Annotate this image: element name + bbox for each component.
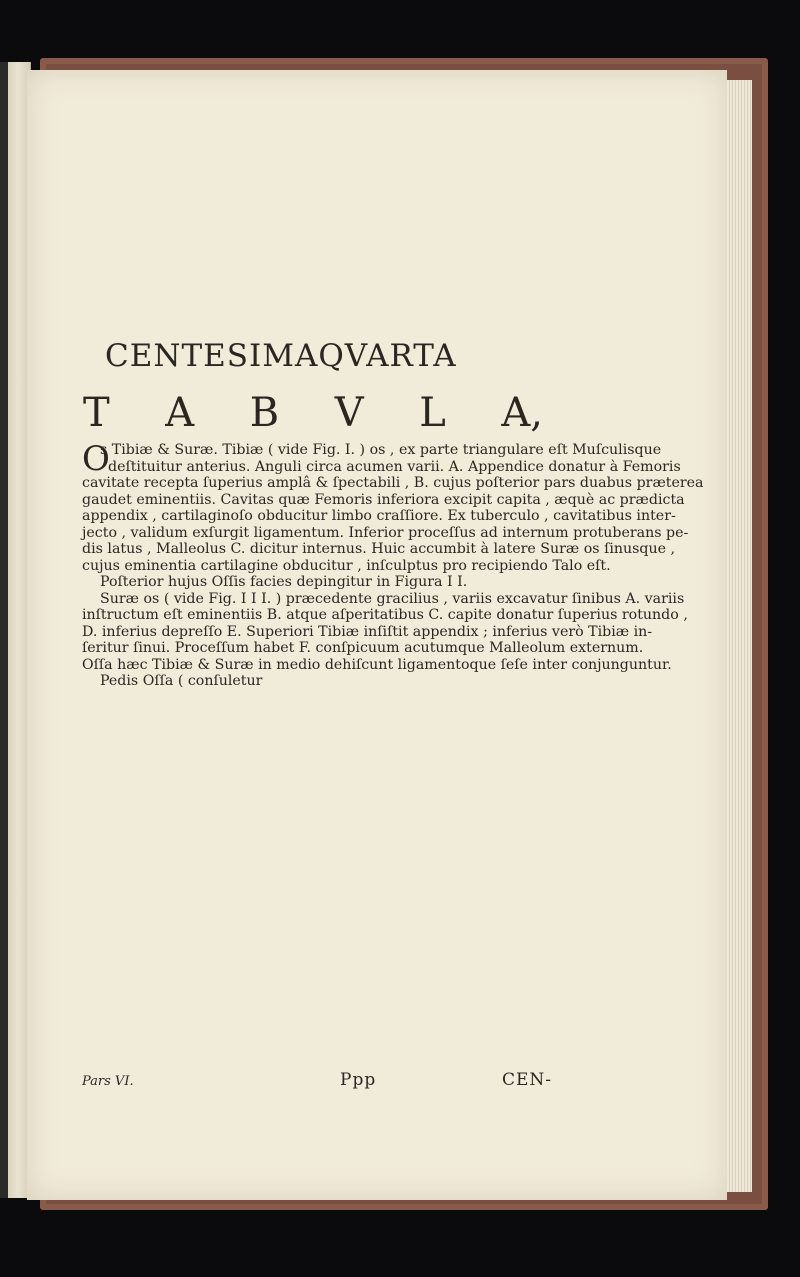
tabula-letter: B xyxy=(249,390,280,436)
tabula-letter: T xyxy=(83,390,110,436)
page-title: CENTESIMAQVARTA xyxy=(105,338,457,374)
catchword: CEN- xyxy=(501,1070,552,1090)
signature-mark: Ppp xyxy=(340,1070,377,1090)
body-text xyxy=(82,439,704,690)
spine-shadow xyxy=(0,62,8,1198)
text-line: ſeritur ſinui. Proceſſum habet F. conſpicuum acutumque Malleolum externum. xyxy=(82,640,644,656)
text-line: Pedis Oſſa ( conſuletur xyxy=(100,673,263,689)
text-line: Oſſa hæc Tibiæ & Suræ in medio dehiſcunt ligamentoque ſeſe inter conjunguntur. xyxy=(82,656,672,673)
text-line: cavitate recepta ſuperius amplâ & ſpectabili , B. cujus poſterior pars duabus præterea xyxy=(82,475,704,491)
tabula-letter: L xyxy=(419,390,446,436)
page-footer xyxy=(82,1070,552,1094)
text-line: Poſterior hujus Oſſis facies depingitur in Figura I I. xyxy=(100,574,468,590)
text-line: Suræ os ( vide Fig. I I I. ) præcedente gracilius , variis excavatur ſinibus A. variis xyxy=(100,590,685,607)
text-line: D. inferius depreſſo E. Superiori Tibiæ inſiſtit appendix ; inferius verò Tibiæ in- xyxy=(82,623,653,640)
text-line: dis latus , Malleolus C. dicitur internus. Huic accumbit à latere Suræ os ſinusque , xyxy=(82,541,676,557)
book-page xyxy=(27,70,727,1200)
tabula-letter: V xyxy=(334,390,364,436)
text-line: deſtituitur anterius. Anguli circa acumen varii. A. Appendice donatur à Femoris xyxy=(108,458,681,475)
text-line: gaudet eminentiis. Cavitas quæ Femoris inferiora excipit capita , æquè ac prædicta xyxy=(82,491,685,508)
text-line: appendix , cartilaginoſo obducitur limbo craſſiore. Ex tuberculo , cavitatibus inter- xyxy=(82,508,676,524)
tabula-letter: A, xyxy=(501,390,543,436)
drop-cap: O xyxy=(82,439,110,479)
tabula-letter: A xyxy=(165,390,195,436)
text-line: s Tibiæ & Suræ. Tibiæ ( vide Fig. I. ) os , ex parte triangulare eſt Muſculisque xyxy=(100,442,662,458)
text-line: jecto , validum exſurgit ligamentum. Inferior proceſſus ad internum protuberans pe- xyxy=(82,524,689,541)
text-line: inſtructum eſt eminentiis B. atque aſperitatibus C. capite donatur ſuperius rotundo , xyxy=(82,607,688,623)
part-label: Pars VI. xyxy=(82,1074,134,1089)
tabula-heading xyxy=(83,390,543,436)
text-line: cujus eminentia cartilagine obducitur , inſculptus pro recipiendo Talo eſt. xyxy=(82,557,611,574)
